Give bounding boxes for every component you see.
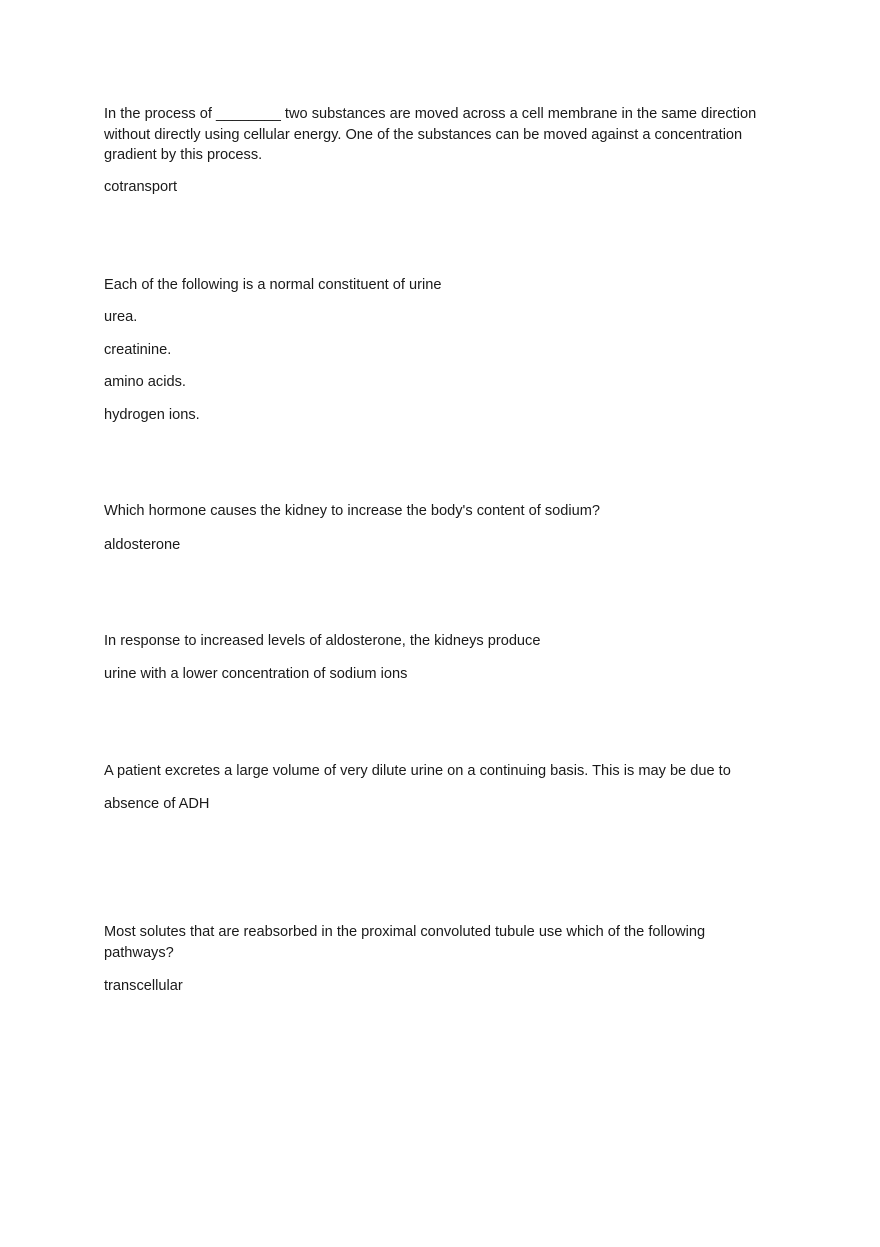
question-block-4 <box>104 631 764 652</box>
answer-block-5 <box>104 794 764 814</box>
answer-block-2b <box>104 340 764 360</box>
answer-text: urea. <box>104 309 138 325</box>
question-block-2 <box>104 275 764 296</box>
answer-block-1 <box>104 177 764 197</box>
answer-block-2d <box>104 405 764 425</box>
question-text: In response to increased levels of aldosterone, the kidneys produce <box>104 633 541 649</box>
question-block-1 <box>104 104 764 166</box>
answer-text: cotransport <box>104 179 178 195</box>
question-block-5 <box>104 761 764 782</box>
question-text: In the process of ________ two substances are moved across a cell membrane in the same direction without directly using cellular energy. One of the substances can be moved against a concentration gradient by this process. <box>104 106 757 163</box>
question-text: Which hormone causes the kidney to increase the body's content of sodium? <box>104 503 601 519</box>
answer-block-2c <box>104 372 764 392</box>
question-text: A patient excretes a large volume of very dilute urine on a continuing basis. This is may be due to <box>104 763 731 779</box>
answer-block-2a <box>104 307 764 327</box>
question-block-3 <box>104 501 764 522</box>
answer-block-4 <box>104 664 764 684</box>
answer-text: absence of ADH <box>104 796 210 812</box>
answer-text: creatinine. <box>104 342 172 358</box>
question-block-6 <box>104 922 764 963</box>
answer-block-6 <box>104 976 764 996</box>
answer-text: urine with a lower concentration of sodium ions <box>104 666 408 682</box>
answer-block-3 <box>104 535 764 555</box>
answer-text: hydrogen ions. <box>104 407 200 423</box>
question-text: Each of the following is a normal constituent of urine <box>104 277 442 293</box>
answer-text: amino acids. <box>104 374 186 390</box>
answer-text: aldosterone <box>104 537 181 553</box>
question-text: Most solutes that are reabsorbed in the proximal convoluted tubule use which of the following pathways? <box>104 924 706 961</box>
answer-text: transcellular <box>104 978 183 994</box>
